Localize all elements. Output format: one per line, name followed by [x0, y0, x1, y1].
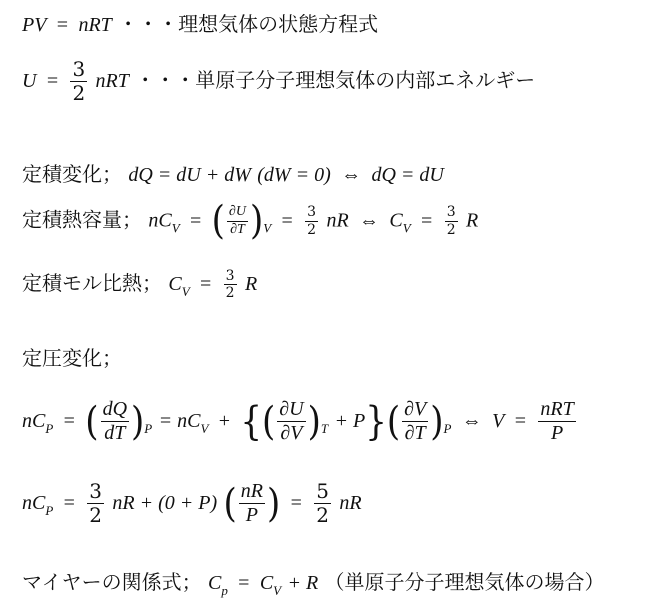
internal-energy-note: ・・・単原子分子理想気体の内部エネルギー: [135, 68, 536, 92]
mayer-relation: マイヤーの関係式； $C_p = C_V + R$ （単原子分子理想気体の場合）: [22, 570, 605, 598]
isochoric-heat-capacity: 定積熱容量； $nC_V$ = ( $\frac{\partial U}{\partial T}$ )$_V$ = $\frac{3}{2}$ nR ⇔ $C_V$ = $\frac{3}{2}$ R: [22, 198, 479, 244]
ideal-gas-equation: PV = nRT ・・・理想気体の状態方程式: [22, 12, 379, 36]
nrt-term: nRT: [78, 14, 112, 36]
isobaric-change-heading: 定圧変化；: [22, 346, 122, 370]
ideal-gas-note: ・・・理想気体の状態方程式: [118, 12, 379, 36]
isochoric-change: 定積変化； dQ = dU + dW (dW = 0) ⇔ dQ = dU: [22, 162, 444, 186]
molar-specific-heat-cv: 定積モル比熱； $C_V$ = $\frac{3}{2}$ R: [22, 268, 258, 302]
pv-term: PV: [22, 14, 47, 36]
fraction-3-2: $\frac{3}{2}$: [72, 57, 86, 105]
isobaric-heat-capacity-equation: $nC_P$ = ( $\frac{dQ}{dT}$ )$_P = nC_V$ + {( $\frac{\partial U}{\partial V}$ )$_T + P$}( $\frac{\partial V}{\partial T}$ )$_P$ ⇔ V = $\frac{\text{nRT}}{P}$: [22, 398, 574, 445]
isobaric-heat-capacity-result: $nC_P$ = $\frac{3}{2}$ nR + (0 + P) ( $\frac{nR}{P}$ ) = $\frac{5}{2}$ nR: [22, 479, 362, 527]
internal-energy-equation: U = $\frac{3}{2}$ nRT ・・・単原子分子理想気体の内部エネルギー: [22, 57, 536, 105]
